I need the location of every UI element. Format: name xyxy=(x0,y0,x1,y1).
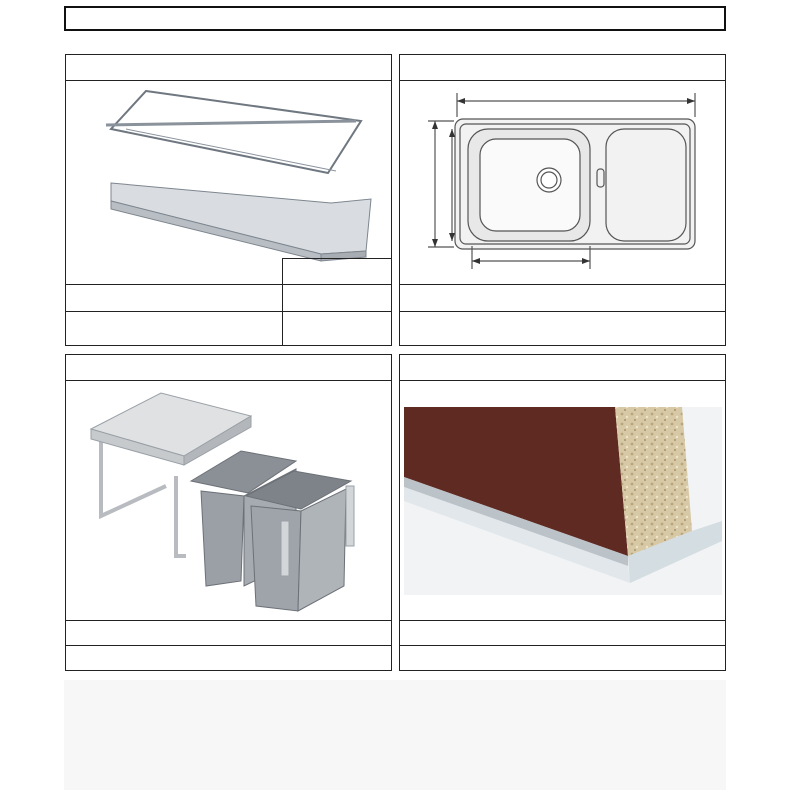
page-title xyxy=(64,6,726,31)
seal-row xyxy=(399,645,726,671)
waste-bin-image xyxy=(66,381,391,620)
sink-drawing xyxy=(400,81,725,284)
sink-row xyxy=(399,311,726,346)
sink-row xyxy=(399,284,726,312)
page-footer-area xyxy=(64,680,726,790)
seal-row xyxy=(399,620,726,646)
seal-header xyxy=(399,354,726,381)
sink-image-cell xyxy=(399,80,726,285)
dryer-row-value xyxy=(282,284,392,312)
seal-image-cell xyxy=(399,380,726,621)
dryer-row-label xyxy=(65,311,283,346)
dish-rack-image xyxy=(66,81,391,284)
bin-header xyxy=(65,354,392,381)
dryer-empty-cell xyxy=(282,258,392,285)
dryer-row-value xyxy=(282,311,392,346)
dryer-image-cell xyxy=(65,80,392,285)
dryer-header xyxy=(65,54,392,81)
bin-image-cell xyxy=(65,380,392,621)
bin-row xyxy=(65,645,392,671)
bin-row xyxy=(65,620,392,646)
sink-header xyxy=(399,54,726,81)
dryer-row-label xyxy=(65,284,283,312)
plinth-seal-image xyxy=(400,381,725,620)
